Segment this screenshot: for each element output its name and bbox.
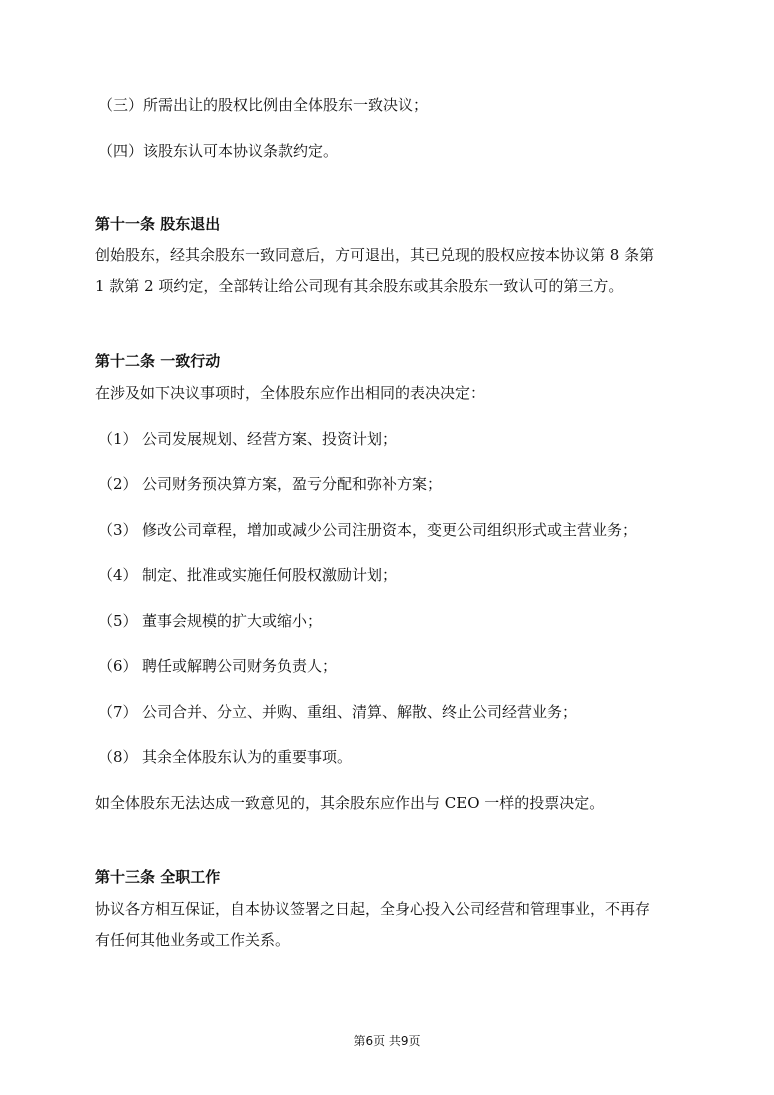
list-item-number: （6） (98, 657, 138, 675)
list-item-text: 制定、批准或实施任何股权激励计划； (142, 566, 398, 584)
list-item-number: （8） (98, 748, 138, 766)
article-13-line: 有任何其他业务或工作关系。 (95, 931, 291, 949)
list-item-number: （7） (98, 703, 138, 721)
list-item-text: 修改公司章程，增加或减少公司注册资本，变更公司组织形式或主营业务； (142, 521, 638, 539)
list-item (98, 747, 352, 767)
list-item (98, 565, 397, 585)
list-item (98, 611, 322, 631)
list-item-text: 公司合并、分立、并购、重组、清算、解散、终止公司经营业务； (142, 703, 578, 721)
list-item (98, 520, 637, 540)
article-12-intro: 在涉及如下决议事项时，全体股东应作出相同的表决决定： (95, 384, 486, 402)
list-item-number: （5） (98, 612, 138, 630)
list-item-text: 公司财务预决算方案，盈亏分配和弥补方案； (142, 475, 443, 493)
list-item-number: （2） (98, 475, 138, 493)
list-item-number: （4） (98, 566, 138, 584)
article-12-heading: 第十二条 一致行动 (95, 352, 221, 370)
article-11-line: 1 款第 2 项约定，全部转让给公司现有其余股东或其余股东一致认可的第三方。 (95, 277, 624, 295)
list-item-number: （1） (98, 430, 138, 448)
prev-item-3: （三）所需出让的股权比例由全体股东一致决议； (98, 96, 429, 114)
list-item-text: 聘任或解聘公司财务负责人； (142, 657, 338, 675)
list-item-number: （3） (98, 521, 138, 539)
page-footer: 第6页 共9页 (353, 1034, 421, 1048)
list-item (98, 656, 337, 676)
list-item (98, 429, 397, 449)
list-item (98, 702, 577, 722)
article-12-closing: 如全体股东无法达成一致意见的，其余股东应作出与 CEO 一样的投票决定。 (95, 794, 605, 812)
list-item (98, 474, 442, 494)
prev-item-4: （四）该股东认可本协议条款约定。 (98, 142, 339, 160)
article-11-line: 创始股东，经其余股东一致同意后，方可退出，其已兑现的股权应按本协议第 8 条第 (95, 246, 655, 264)
list-item-text: 公司发展规划、经营方案、投资计划； (142, 430, 398, 448)
article-11-heading: 第十一条 股东退出 (95, 215, 221, 233)
list-item-text: 董事会规模的扩大或缩小； (142, 612, 323, 630)
article-13-line: 协议各方相互保证，自本协议签署之日起，全身心投入公司经营和管理事业，不再存 (95, 900, 651, 918)
article-13-heading: 第十三条 全职工作 (95, 868, 221, 886)
list-item-text: 其余全体股东认为的重要事项。 (142, 748, 353, 766)
